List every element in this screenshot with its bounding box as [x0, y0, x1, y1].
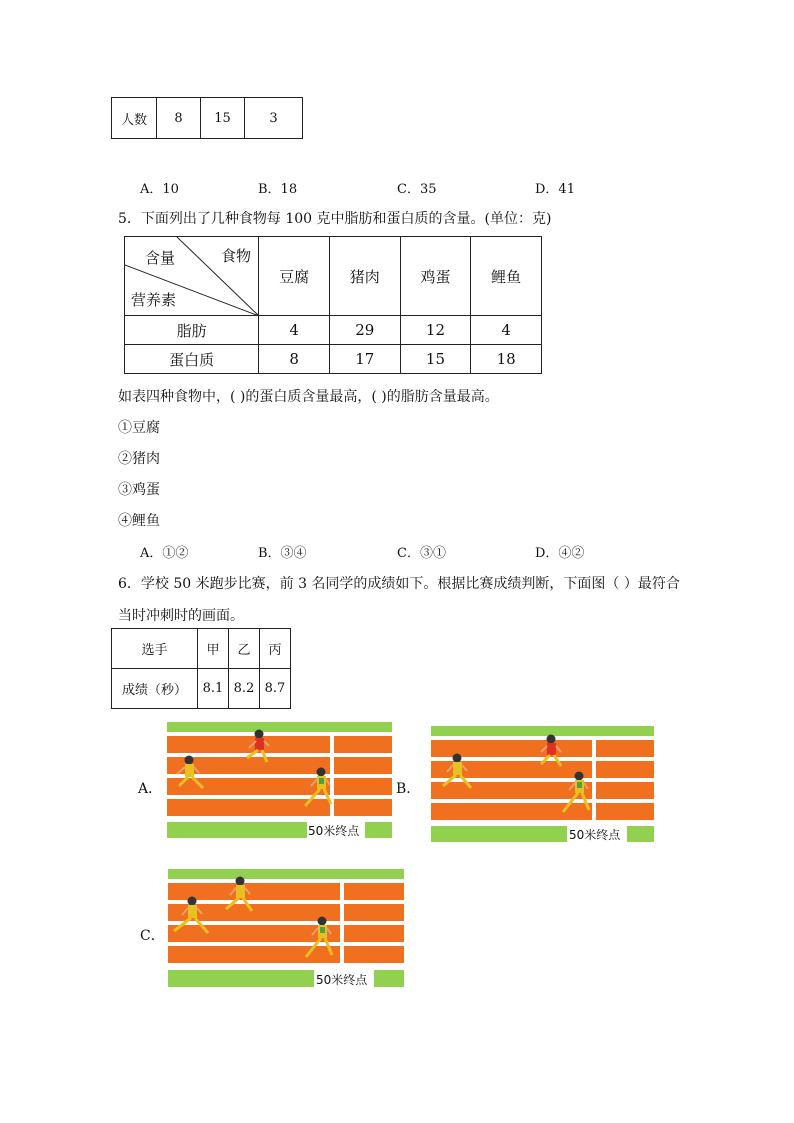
finish-label: 50米终点: [316, 973, 368, 987]
nutrient-value: 15: [400, 345, 471, 374]
people-count-label: 人数: [112, 98, 157, 139]
q4-option-a[interactable]: A．10: [140, 182, 179, 197]
picture-b-label[interactable]: B．: [396, 781, 421, 797]
race-time: 8.2: [229, 669, 260, 709]
race-results-table: [111, 628, 291, 709]
grass-strip: [168, 869, 404, 879]
q5-item: ②猪肉: [118, 451, 160, 467]
grass-strip: [431, 726, 654, 736]
food-header: 猪肉: [329, 237, 400, 316]
nutrient-value: 4: [259, 316, 330, 345]
q5-option-a[interactable]: A．①②: [140, 546, 189, 561]
race-time: 8.1: [198, 669, 229, 709]
race-row-label: 成绩（秒）: [112, 669, 198, 709]
race-picture-a[interactable]: [167, 722, 392, 840]
race-header: 选手: [112, 629, 198, 669]
people-count-cell: 15: [201, 98, 245, 139]
race-picture-b[interactable]: [431, 726, 654, 844]
nutrient-value: 29: [329, 316, 400, 345]
nutrition-table: [124, 236, 542, 374]
nutrient-value: 8: [259, 345, 330, 374]
picture-a-label[interactable]: A．: [138, 781, 163, 797]
q5-item: ④鲤鱼: [118, 513, 160, 529]
nutrient-value: 17: [329, 345, 400, 374]
header-nutrient-label: 营养素: [131, 291, 177, 309]
nutrient-value: 18: [471, 345, 542, 374]
picture-c-label[interactable]: C．: [140, 928, 165, 944]
race-header: 丙: [260, 629, 291, 669]
nutrient-row-label: 蛋白质: [125, 345, 259, 374]
q4-option-d[interactable]: D．41: [535, 182, 575, 197]
q6-stem-line1: 6．学校 50 米跑步比赛，前 3 名同学的成绩如下。根据比赛成绩判断，下面图（ ）最符合: [118, 576, 680, 592]
q5-option-b[interactable]: B．③④: [258, 546, 307, 561]
q4-option-b[interactable]: B．18: [258, 182, 298, 197]
track: [168, 883, 404, 963]
race-picture-c[interactable]: [168, 869, 404, 989]
header-content-label: 含量: [145, 249, 176, 267]
people-count-table: [111, 97, 303, 139]
q4-option-c[interactable]: C．35: [397, 182, 437, 197]
people-count-cell: 3: [245, 98, 303, 139]
food-header: 鲤鱼: [471, 237, 542, 316]
food-header: 豆腐: [259, 237, 330, 316]
track: [167, 736, 392, 816]
race-header: 甲: [198, 629, 229, 669]
race-time: 8.7: [260, 669, 291, 709]
race-header: 乙: [229, 629, 260, 669]
nutrient-value: 12: [400, 316, 471, 345]
q5-item: ①豆腐: [118, 420, 160, 436]
header-food-label: 食物: [221, 247, 252, 265]
finish-label: 50米终点: [308, 824, 360, 838]
q5-option-c[interactable]: C．③①: [397, 546, 446, 561]
nutrition-table-header-corner: [125, 237, 259, 316]
grass-strip: [167, 722, 392, 732]
food-header: 鸡蛋: [400, 237, 471, 316]
q5-option-d[interactable]: D．④②: [535, 546, 585, 561]
q6-stem-line2: 当时冲刺时的画面。: [118, 608, 244, 624]
q5-item: ③鸡蛋: [118, 482, 160, 498]
people-count-cell: 8: [157, 98, 201, 139]
nutrient-row-label: 脂肪: [125, 316, 259, 345]
q5-question: 如表四种食物中，( )的蛋白质含量最高，( )的脂肪含量最高。: [118, 389, 499, 405]
nutrient-value: 4: [471, 316, 542, 345]
finish-label: 50米终点: [569, 828, 621, 842]
q5-stem: 5．下面列出了几种食物每 100 克中脂肪和蛋白质的含量。(单位：克): [118, 211, 552, 227]
